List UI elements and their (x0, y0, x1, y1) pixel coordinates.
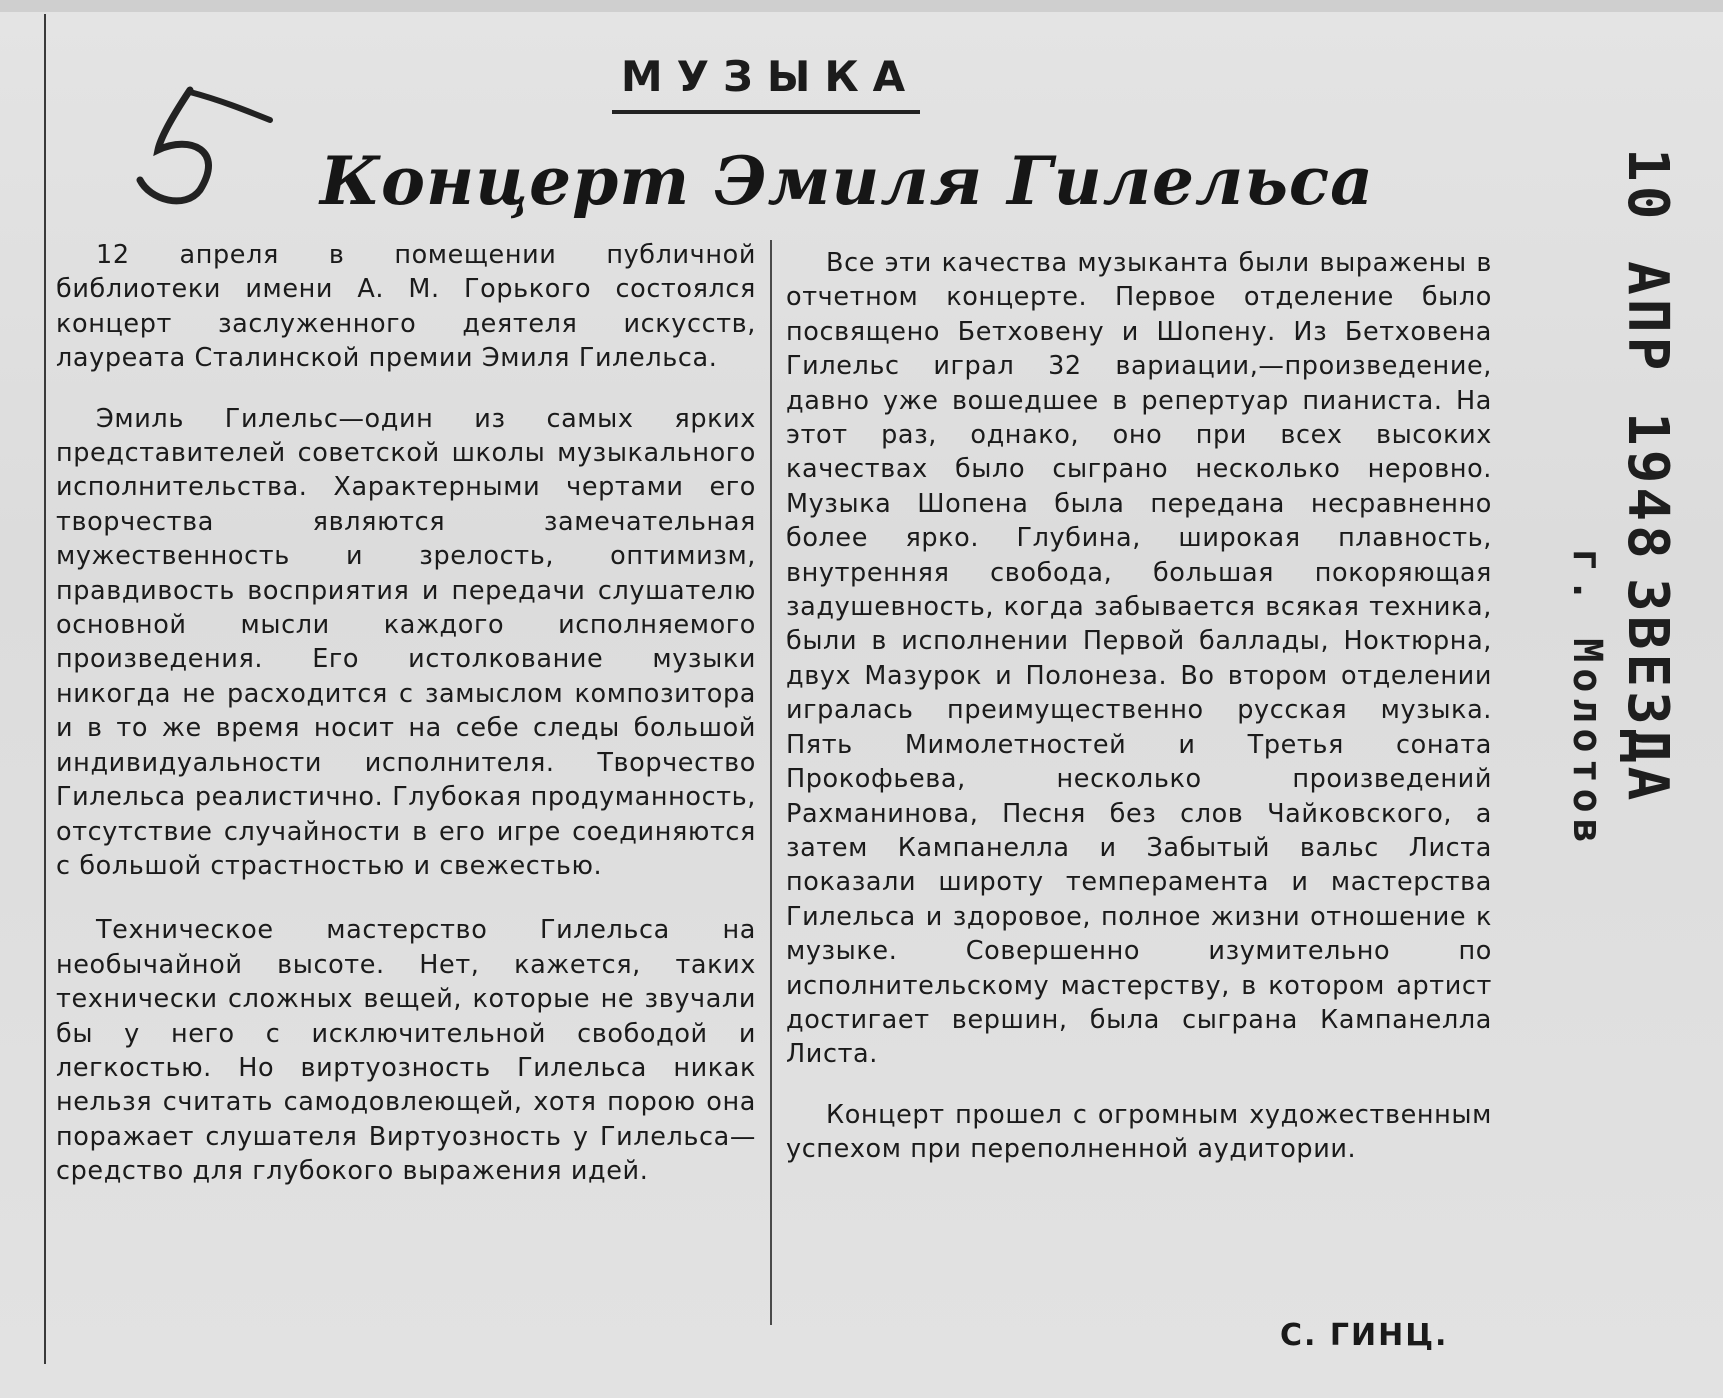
paragraph: Концерт прошел с огромным художественным успехом при переполненной аудитории. (786, 1099, 1492, 1165)
archive-date-stamp (1520, 148, 1700, 908)
paragraph: Все эти качества музыканта были выражены в отчетном концерте. Первое отделение было посвящено Бетховену и Шопену. Из Бетховена Гилельс играл 32 вариации,—произведение, давно уже вошедшее в репертуар пианиста. На этот раз, однако, оно при всех высоких качествах было сыграно несколько неровно. Музыка Шопена была передана несравненно более ярко. Глубина, широкая плавность, внутренняя свобода, большая покоряющая задушевность, когда забывается всякая техника, были в исполнении Первой баллады, Ноктюрна, двух Мазурок и Полонеза. Во втором отделении игралась преимущественно русская музыка. Пять Мимолетностей и Третья соната Прокофьева, несколько произведений Рахманинова, Песня без слов Чайковского, а затем Кампанелла и Забытый вальс Листа показали широту темперамента и мастерства Гилельса и здоровое, полное жизни отношение к музыке. Совершенно изумительно по исполнительскому мастерству, в котором артист достигает вершин, была сыграна Кампанелла Листа. (786, 248, 1492, 1070)
stamp-date: 10 АПР 1948 (1615, 148, 1680, 563)
article-headline: Концерт Эмиля Гилельса (320, 142, 1374, 220)
clipping-left-border (44, 14, 46, 1364)
paragraph: 12 апреля в помещении публичной библиотеки имени А. М. Горького состоялся концерт заслуженного деятеля искусств, лауреата Сталинской премии Эмиля Гилельса. (56, 240, 756, 374)
author-signature: С. ГИНЦ. (1280, 1318, 1449, 1353)
section-rubric: МУЗЫКА (620, 52, 920, 101)
rubric-underline (612, 110, 920, 114)
paragraph: Техническое мастерство Гилельса на необычайной высоте. Нет, кажется, таких технически сложных вещей, которые не звучали бы у него с исключительной свободой и легкостью. Но виртуозность Гилельса никак нельзя считать самодовлеющей, хотя порою она поражает слушателя Виртуозность у Гилельса—средство для глубокого выражения идей. (56, 915, 756, 1187)
article-left-column (56, 238, 756, 1189)
stamp-newspaper: ЗВЕЗДА (1615, 578, 1680, 805)
column-divider (770, 240, 772, 1325)
article-right-column (786, 246, 1492, 1167)
paragraph: Эмиль Гилельс—один из самых ярких представителей советской школы музыкального исполнительства. Характерными чертами его творчества являются замечательная мужественность и зрелость, оптимизм, правдивость восприятия и передачи слушателю основной мысли каждого исполняемого произведения. Его истолкование музыки никогда не расходится с замыслом композитора и в то же время носит на себе следы большой индивидуальности исполнителя. Творчество Гилельса реалистично. Глубокая продуманность, отсутствие случайности в его игре соединяются с большой страстностью и свежестью. (56, 403, 756, 881)
handwritten-number-mark (130, 80, 280, 220)
stamp-city: г. Молотов (1564, 548, 1610, 849)
scan-top-edge (0, 0, 1723, 12)
